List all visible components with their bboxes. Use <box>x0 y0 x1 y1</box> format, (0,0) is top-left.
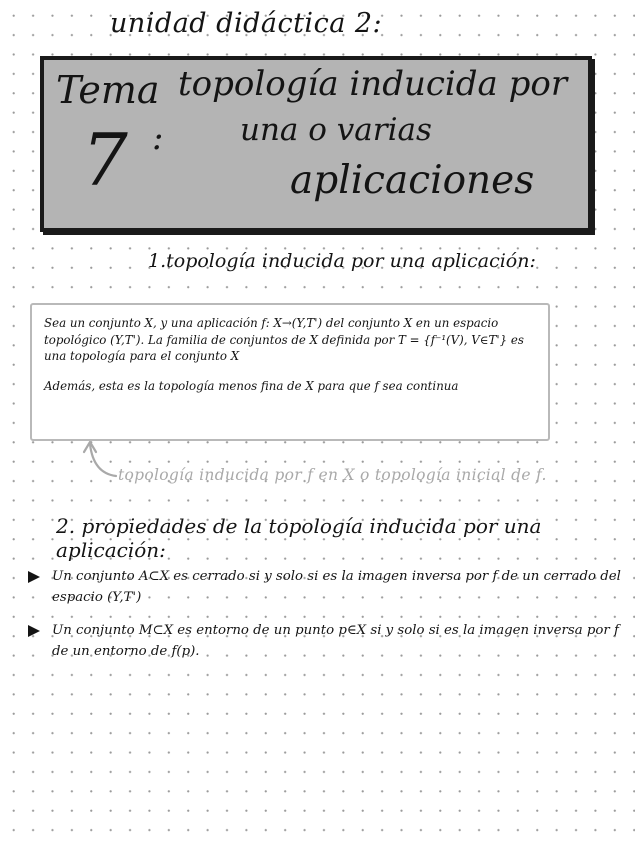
definition-box <box>30 303 550 441</box>
topic-title-line-2: una o varias <box>240 112 432 148</box>
bullet-arrow-icon <box>28 625 40 637</box>
topic-colon: : <box>152 118 164 158</box>
unit-title: unidad didáctica 2: <box>110 8 383 39</box>
section-1-title: 1.topología inducida por una aplicación: <box>148 250 536 272</box>
definition-paragraph-1: Sea un conjunto X, y una aplicación f: X→(Y,T') del conjunto X en un espacio topológico (Y,T'). La familia de conjuntos de X definida por T = {f⁻¹(V), V∈T'} es una topología para el conjunto X <box>44 316 524 363</box>
definition-paragraph-2: Además, esta es la topología menos fina de X para que f sea continua <box>44 378 459 393</box>
topic-tema-label: Tema <box>56 68 160 112</box>
property-text: Un conjunto M⊂X es entorno de un punto p∈X si y solo si es la imagen inversa por f de un entorno de f(p). <box>52 623 619 659</box>
definition-note: topología inducida por f en X o topología inicial de f. <box>118 466 547 484</box>
topic-number: 7 <box>82 118 128 202</box>
section-2-title: 2. propiedades de la topología inducida por una aplicación: <box>56 514 542 562</box>
property-text: Un conjunto A⊂X es cerrado si y solo si es la imagen inversa por f de un cerrado del espacio (Y,T') <box>52 569 621 605</box>
topic-title-line-1: topología inducida por <box>178 64 568 104</box>
topic-title-line-3: aplicaciones <box>290 158 535 203</box>
bullet-arrow-icon <box>28 571 40 583</box>
